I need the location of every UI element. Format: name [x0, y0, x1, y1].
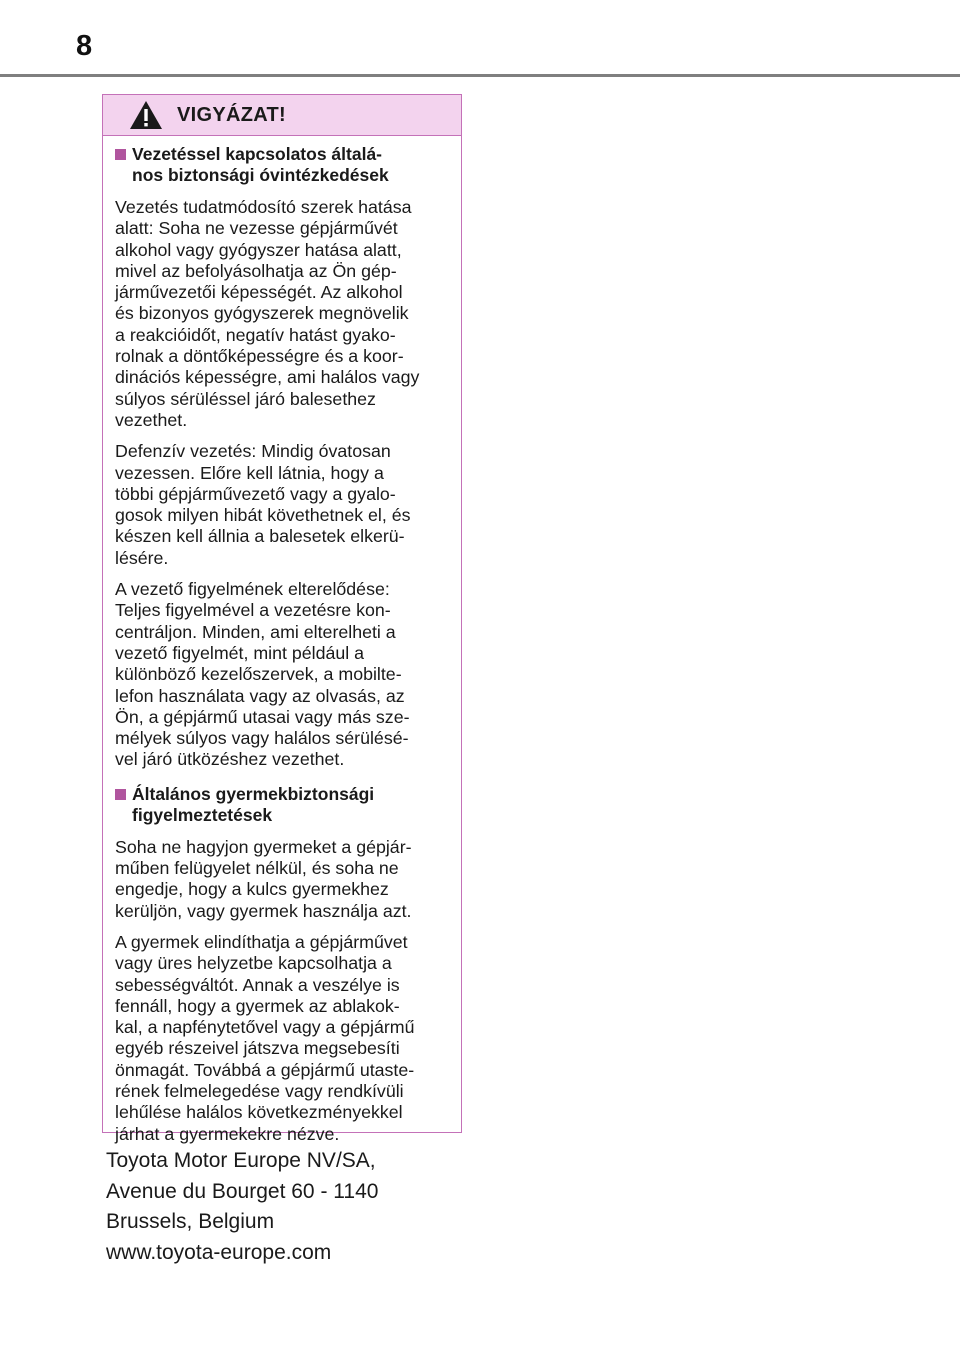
address-line-company: Toyota Motor Europe NV/SA,: [106, 1149, 376, 1172]
paragraph-child-unattended: Soha ne hagyjon gyermeket a gépjár- műben felügyelet nélkül, és soha ne engedje, hogy a kulcs gyermekhez kerüljön, vagy gyermek használja azt.: [115, 836, 412, 921]
warning-body: [103, 136, 461, 1145]
section-heading-driving-precautions: [115, 144, 451, 186]
warning-triangle-icon: [129, 100, 163, 130]
header-divider: [0, 74, 960, 77]
section-heading-child-safety: [115, 784, 451, 826]
address-line-website: www.toyota-europe.com: [106, 1240, 332, 1264]
paragraph-impaired-driving: Vezetés tudatmódosító szerek hatása alatt: Soha ne vezesse gépjárművét alkohol vagy gyógyszer hatása alatt, mivel az befolyásolhatja az Ön gép- járművezetői képességét. Az alkohol és bizonyos gyógyszerek megnövelik a reakcióidőt, negatív hatást gyako- rolnak a döntőképességre és a koor- dinációs képességre, ami halálos vagy súlyos sérüléssel járó balesethez vezethet.: [115, 197, 420, 430]
section-heading-text: Vezetéssel kapcsolatos általá- nos biztonsági óvintézkedések: [132, 144, 389, 185]
section-heading-text: Általános gyermekbiztonsági figyelmeztetések: [132, 783, 375, 825]
page-number: 8: [76, 30, 93, 62]
address-line-city: Brussels, Belgium: [106, 1210, 275, 1233]
warning-box: [102, 94, 462, 1144]
paragraph-driver-distraction: A vezető figyelmének elterelődése: Teljes figyelmével a vezetésre kon- centráljon. Minden, ami elterelheti a vezető figyelmét, mint például a különböző kezelőszervek, a mobilte- lefon használata vagy az olvasás, az Ön, a gépjármű utasai vagy más sze- mélyek súlyos vagy halálos sérülésé- vel járó ütközéshez vezethet.: [115, 579, 410, 770]
square-bullet-icon: [115, 789, 126, 800]
warning-header: [103, 95, 461, 136]
address-line-street: Avenue du Bourget 60 - 1140: [106, 1179, 379, 1203]
paragraph-child-dangers: A gyermek elindíthatja a gépjárművet vagy üres helyzetbe kapcsolhatja a sebességváltót. Annak a veszélye is fennáll, hogy a gyermek az ablakok- kal, a napfénytetővel vagy a gépjármű egyéb részeivel játszva megsebesíti önmagát. Továbbá a gépjármű utaste- rének felmelegedése vagy rendkívüli lehűlése halálos következményekkel járhat a gyermekekre nézve.: [115, 931, 415, 1144]
paragraph-defensive-driving: Defenzív vezetés: Mindig óvatosan vezessen. Előre kell látnia, hogy a többi gépjárművezető vagy a gyalo- gosok milyen hibát követhetnek el, és készen kell állnia a balesetek elkerü- lésére.: [115, 441, 411, 568]
company-address: [106, 1146, 378, 1268]
warning-title: VIGYÁZAT!: [177, 103, 286, 126]
square-bullet-icon: [115, 149, 126, 160]
